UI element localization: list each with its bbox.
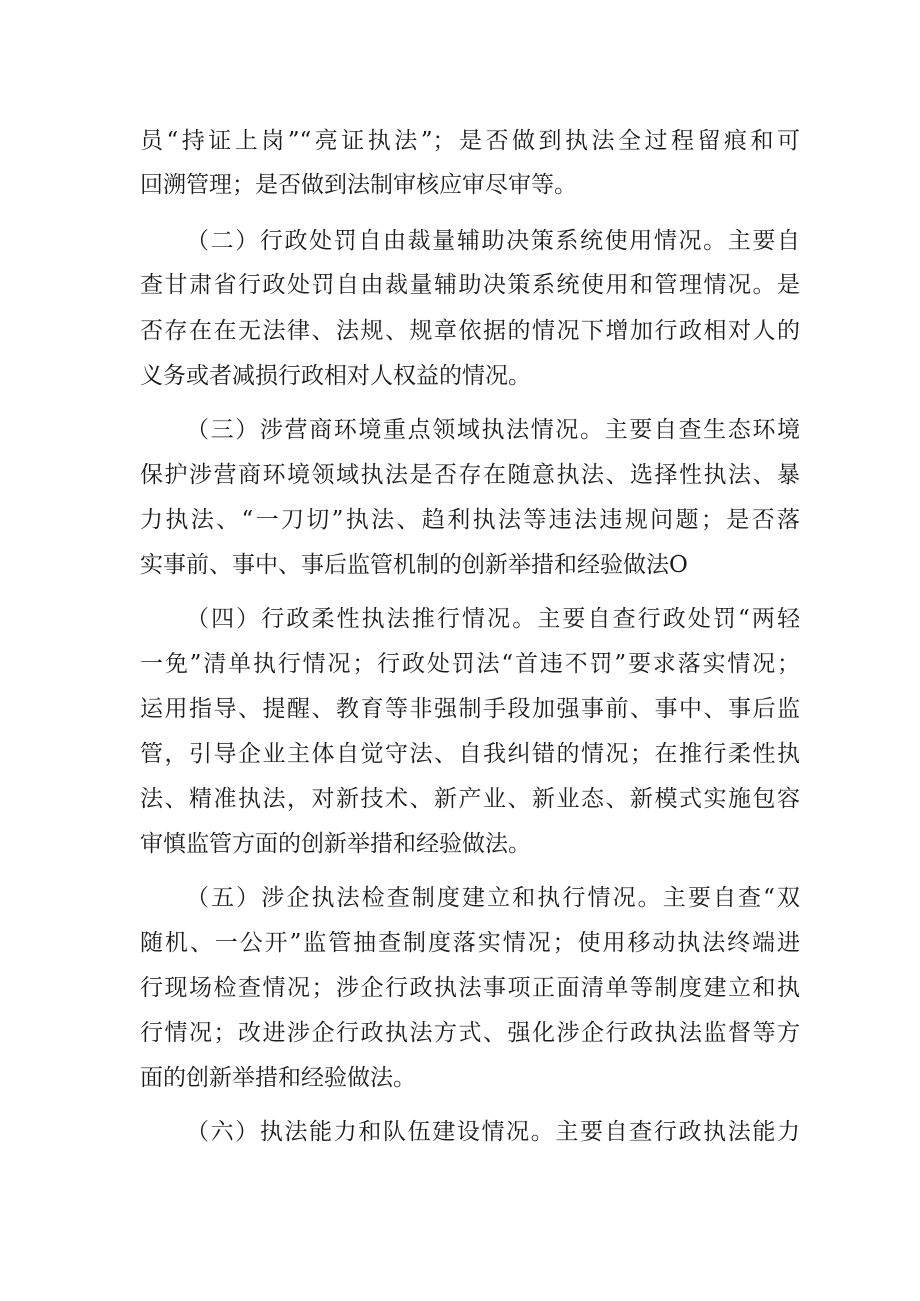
text-line: 法、精准执法，对新技术、新产业、新业态、新模式实施包容 xyxy=(140,786,800,812)
text-line: 查甘肃省行政处罚自由裁量辅助决策系统使用和管理情况。是 xyxy=(140,272,800,298)
paragraph-heading-4: （四）行政柔性执法推行情况。主要自查行政处罚“两轻 xyxy=(186,606,800,632)
text-line: 行现场检查情况；涉企行政执法事项正面清单等制度建立和执 xyxy=(140,975,800,1001)
paragraph-heading-6: （六）执法能力和队伍建设情况。主要自查行政执法能力 xyxy=(186,1119,800,1145)
text-line: 管，引导企业主体自觉守法、自我纠错的情况；在推行柔性执 xyxy=(140,741,800,767)
text-line: 员“持证上岗”“亮证执法”；是否做到执法全过程留痕和可 xyxy=(140,128,800,154)
text-line: 保护涉营商环境领域执法是否存在随意执法、选择性执法、暴 xyxy=(140,462,800,488)
text-line: 义务或者减损行政相对人权益的情况。 xyxy=(140,363,531,389)
text-line: 否存在在无法律、法规、规章依据的情况下增加行政相对人的 xyxy=(140,318,800,344)
text-line: 回溯管理；是否做到法制审核应审尽审等。 xyxy=(140,172,577,198)
text-line: 面的创新举措和经验做法。 xyxy=(140,1065,416,1091)
text-line: 一免”清单执行情况；行政处罚法“首违不罚”要求落实情况； xyxy=(140,651,800,677)
paragraph-heading-5: （五）涉企执法检查制度建立和执行情况。主要自查“双 xyxy=(186,885,800,911)
text-line: 审慎监管方面的创新举措和经验做法。 xyxy=(140,831,531,857)
text-line: 实事前、事中、事后监管机制的创新举措和经验做法O xyxy=(140,552,688,578)
paragraph-heading-2: （二）行政处罚自由裁量辅助决策系统使用情况。主要自 xyxy=(186,228,800,254)
text-line: 运用指导、提醒、教育等非强制手段加强事前、事中、事后监 xyxy=(140,696,800,722)
paragraph-heading-3: （三）涉营商环境重点领域执法情况。主要自查生态环境 xyxy=(186,417,800,443)
text-line: 行情况；改进涉企行政执法方式、强化涉企行政执法监督等方 xyxy=(140,1020,800,1046)
text-line: 力执法、“一刀切”执法、趋利执法等违法违规问题；是否落 xyxy=(140,507,800,533)
text-line: 随机、一公开”监管抽查制度落实情况；使用移动执法终端进 xyxy=(140,930,800,956)
